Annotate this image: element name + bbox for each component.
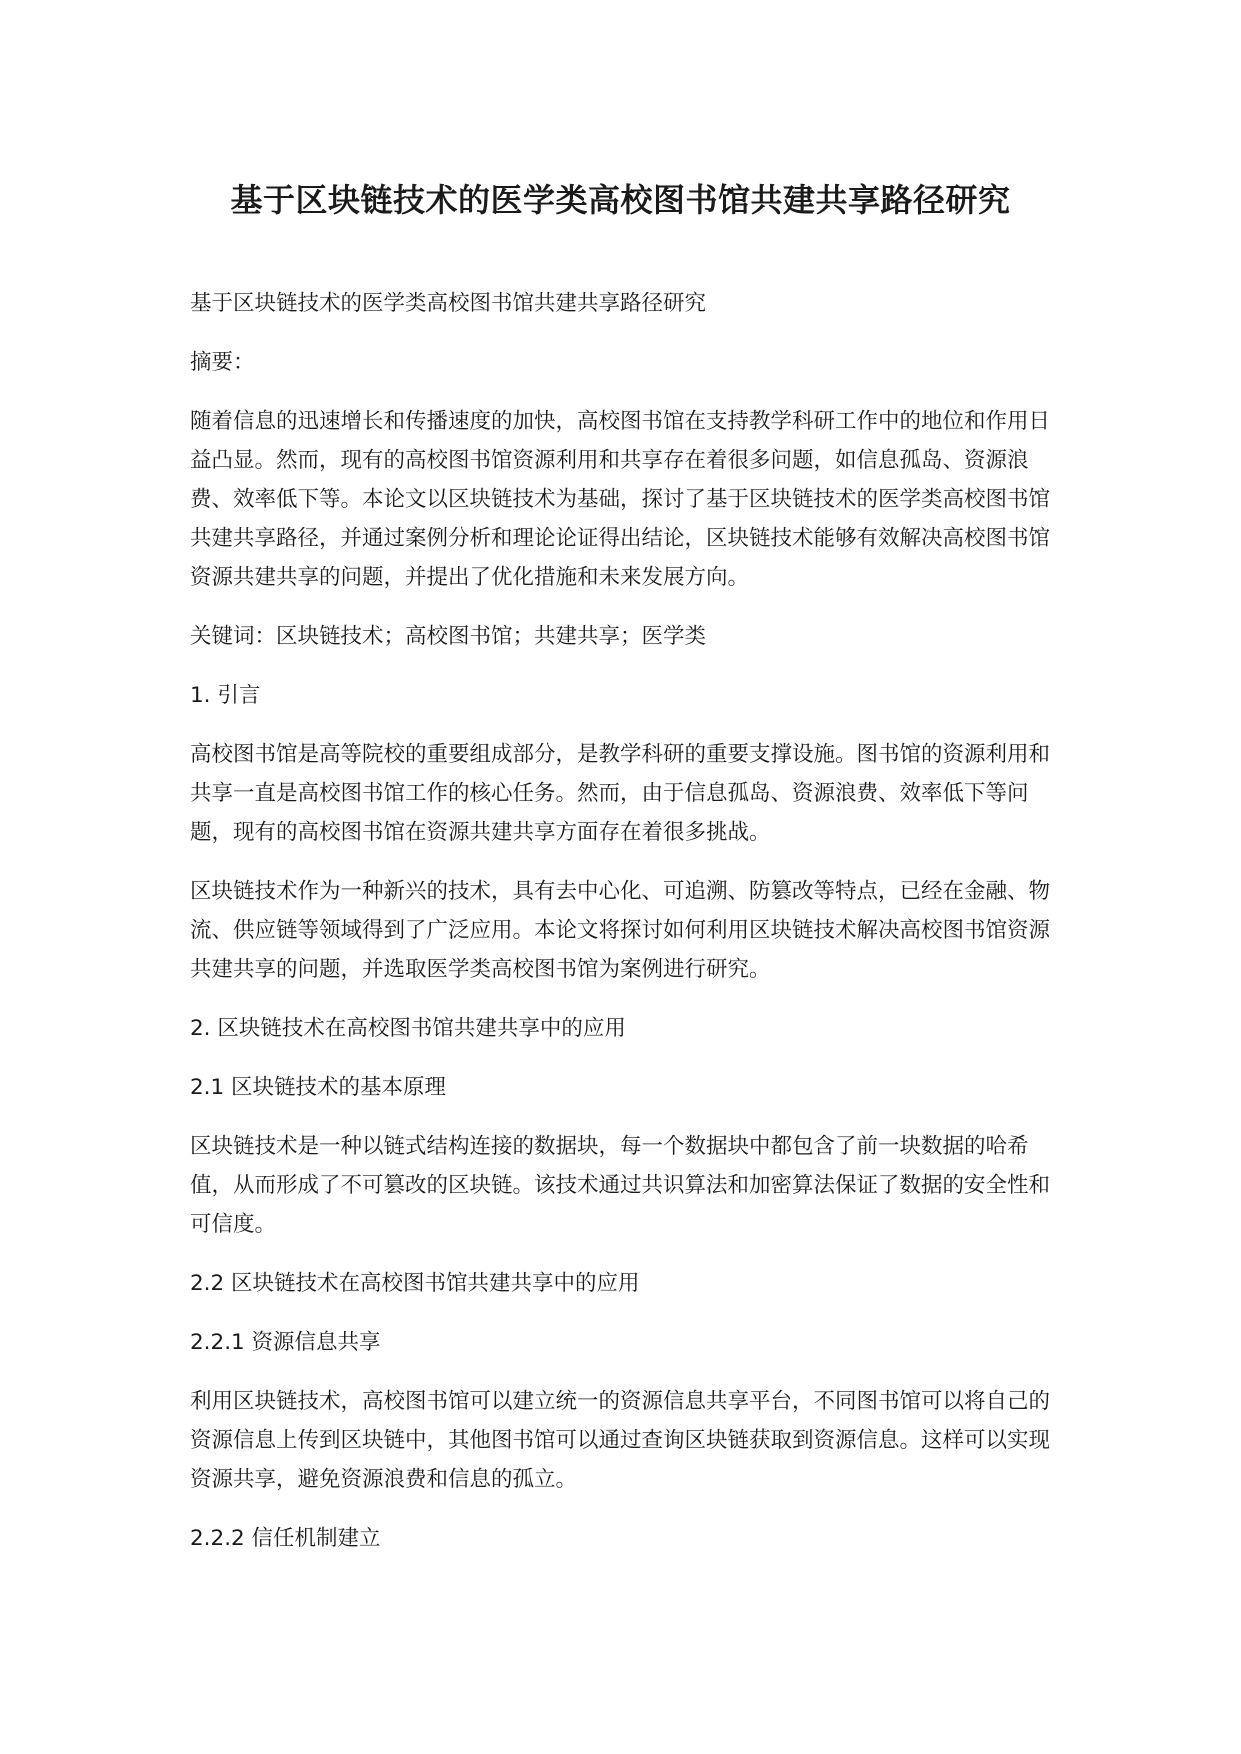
document-title: 基于区块链技术的医学类高校图书馆共建共享路径研究	[230, 181, 1011, 219]
section-heading-2: 2. 区块链技术在高校图书馆共建共享中的应用	[190, 1016, 626, 1041]
subtitle-paragraph: 基于区块链技术的医学类高校图书馆共建共享路径研究	[190, 291, 707, 316]
resource-sharing-paragraph: 利用区块链技术，高校图书馆可以建立统一的资源信息共享平台，不同图书馆可以将自己的资源信息上传到区块链中，其他图书馆可以通过查询区块链获取到资源信息。这样可以实现资源共享，避免资源浪费和信息的孤立。	[190, 1389, 1051, 1492]
subsection-heading-2-2-2: 2.2.2 信任机制建立	[190, 1526, 381, 1551]
subsection-heading-2-2-1: 2.2.1 资源信息共享	[190, 1330, 381, 1355]
principle-paragraph: 区块链技术是一种以链式结构连接的数据块，每一个数据块中都包含了前一块数据的哈希值，从而形成了不可篡改的区块链。该技术通过共识算法和加密算法保证了数据的安全性和可信度。	[190, 1134, 1051, 1237]
abstract-heading: 摘要：	[190, 350, 255, 375]
subsection-heading-2-1: 2.1 区块链技术的基本原理	[190, 1075, 447, 1100]
keywords-line: 关键词：区块链技术；高校图书馆；共建共享；医学类	[190, 624, 707, 649]
intro-paragraph-1: 高校图书馆是高等院校的重要组成部分，是教学科研的重要支撑设施。图书馆的资源利用和共享一直是高校图书馆工作的核心任务。然而，由于信息孤岛、资源浪费、效率低下等问题，现有的高校图书馆在资源共建共享方面存在着很多挑战。	[190, 742, 1051, 845]
intro-paragraph-2: 区块链技术作为一种新兴的技术，具有去中心化、可追溯、防篡改等特点，已经在金融、物流、供应链等领域得到了广泛应用。本论文将探讨如何利用区块链技术解决高校图书馆资源共建共享的问题，并选取医学类高校图书馆为案例进行研究。	[190, 879, 1051, 982]
section-heading-1: 1. 引言	[190, 683, 261, 708]
abstract-paragraph: 随着信息的迅速增长和传播速度的加快，高校图书馆在支持教学科研工作中的地位和作用日益凸显。然而，现有的高校图书馆资源利用和共享存在着很多问题，如信息孤岛、资源浪费、效率低下等。本论文以区块链技术为基础，探讨了基于区块链技术的医学类高校图书馆共建共享路径，并通过案例分析和理论论证得出结论，区块链技术能够有效解决高校图书馆资源共建共享的问题，并提出了优化措施和未来发展方向。	[190, 409, 1051, 590]
document-body	[190, 284, 1050, 1558]
subsection-heading-2-2: 2.2 区块链技术在高校图书馆共建共享中的应用	[190, 1271, 640, 1296]
